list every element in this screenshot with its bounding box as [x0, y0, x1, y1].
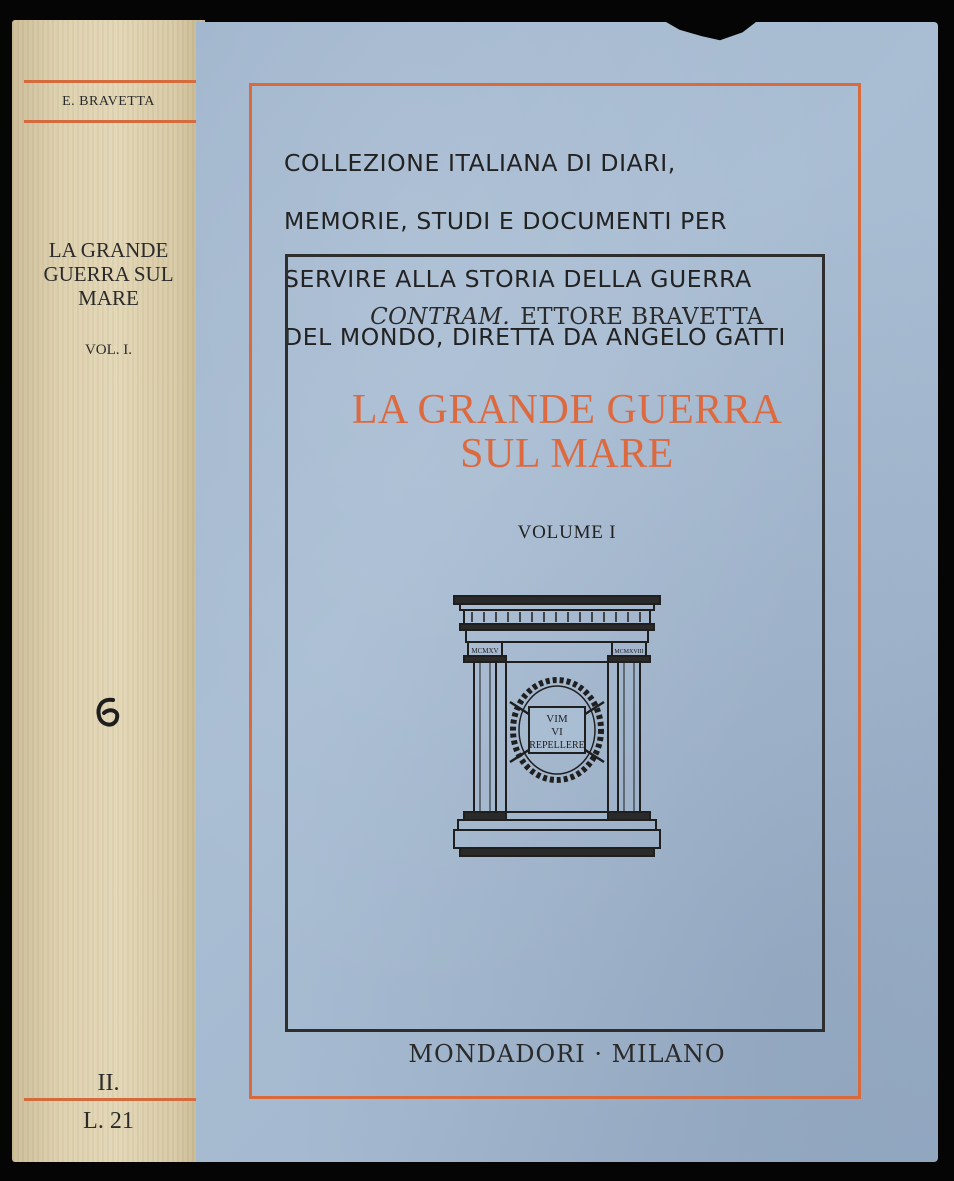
emblem-right-numerals: MCMXVIII	[614, 649, 644, 655]
book-spine	[12, 20, 205, 1162]
spine-title	[12, 238, 205, 310]
spine-series-number: II.	[97, 1070, 120, 1096]
series-line4: DEL MONDO, DIRETTA DA ANGELO GATTI	[284, 323, 786, 351]
series-line2: MEMORIE, STUDI E DOCUMENTI PER	[284, 207, 728, 235]
series-line1: COLLEZIONE ITALIANA DI DIARI,	[284, 149, 676, 177]
spine-second-rule	[24, 120, 205, 123]
architectural-emblem	[450, 592, 664, 864]
spine-bottom-rule	[24, 1098, 205, 1101]
spine-title-line3: MARE	[78, 286, 139, 310]
publisher-logo-icon	[89, 694, 127, 732]
author-name: ETTORE BRAVETTA	[520, 304, 764, 330]
emblem-motto-line2: VI	[551, 726, 563, 738]
emblem-left-numerals: MCMXV	[471, 647, 499, 655]
cover-tear	[666, 22, 756, 48]
front-cover	[196, 22, 938, 1162]
publisher-imprint: MONDADORI · MILANO	[408, 1040, 726, 1068]
spine-price: L. 21	[83, 1108, 134, 1134]
spine-title-line1: LA GRANDE	[48, 238, 169, 262]
volume-label: VOLUME I	[517, 522, 617, 543]
spine-title-line2: GUERRA SUL	[43, 262, 174, 286]
author-line	[196, 304, 938, 330]
author-rank: CONTRAM.	[370, 304, 511, 330]
emblem-motto-line3: REPELLERE	[529, 740, 585, 751]
book-title-line2: SUL MARE	[460, 431, 674, 477]
book-title	[196, 388, 938, 476]
spine-volume: VOL. I.	[84, 342, 133, 358]
spine-author: E. BRAVETTA	[62, 94, 155, 109]
series-line3: SERVIRE ALLA STORIA DELLA GUERRA	[284, 265, 752, 293]
emblem-motto-line1: VIM	[546, 713, 568, 725]
spine-top-rule	[24, 80, 205, 83]
book-title-line1: LA GRANDE GUERRA	[351, 387, 783, 433]
